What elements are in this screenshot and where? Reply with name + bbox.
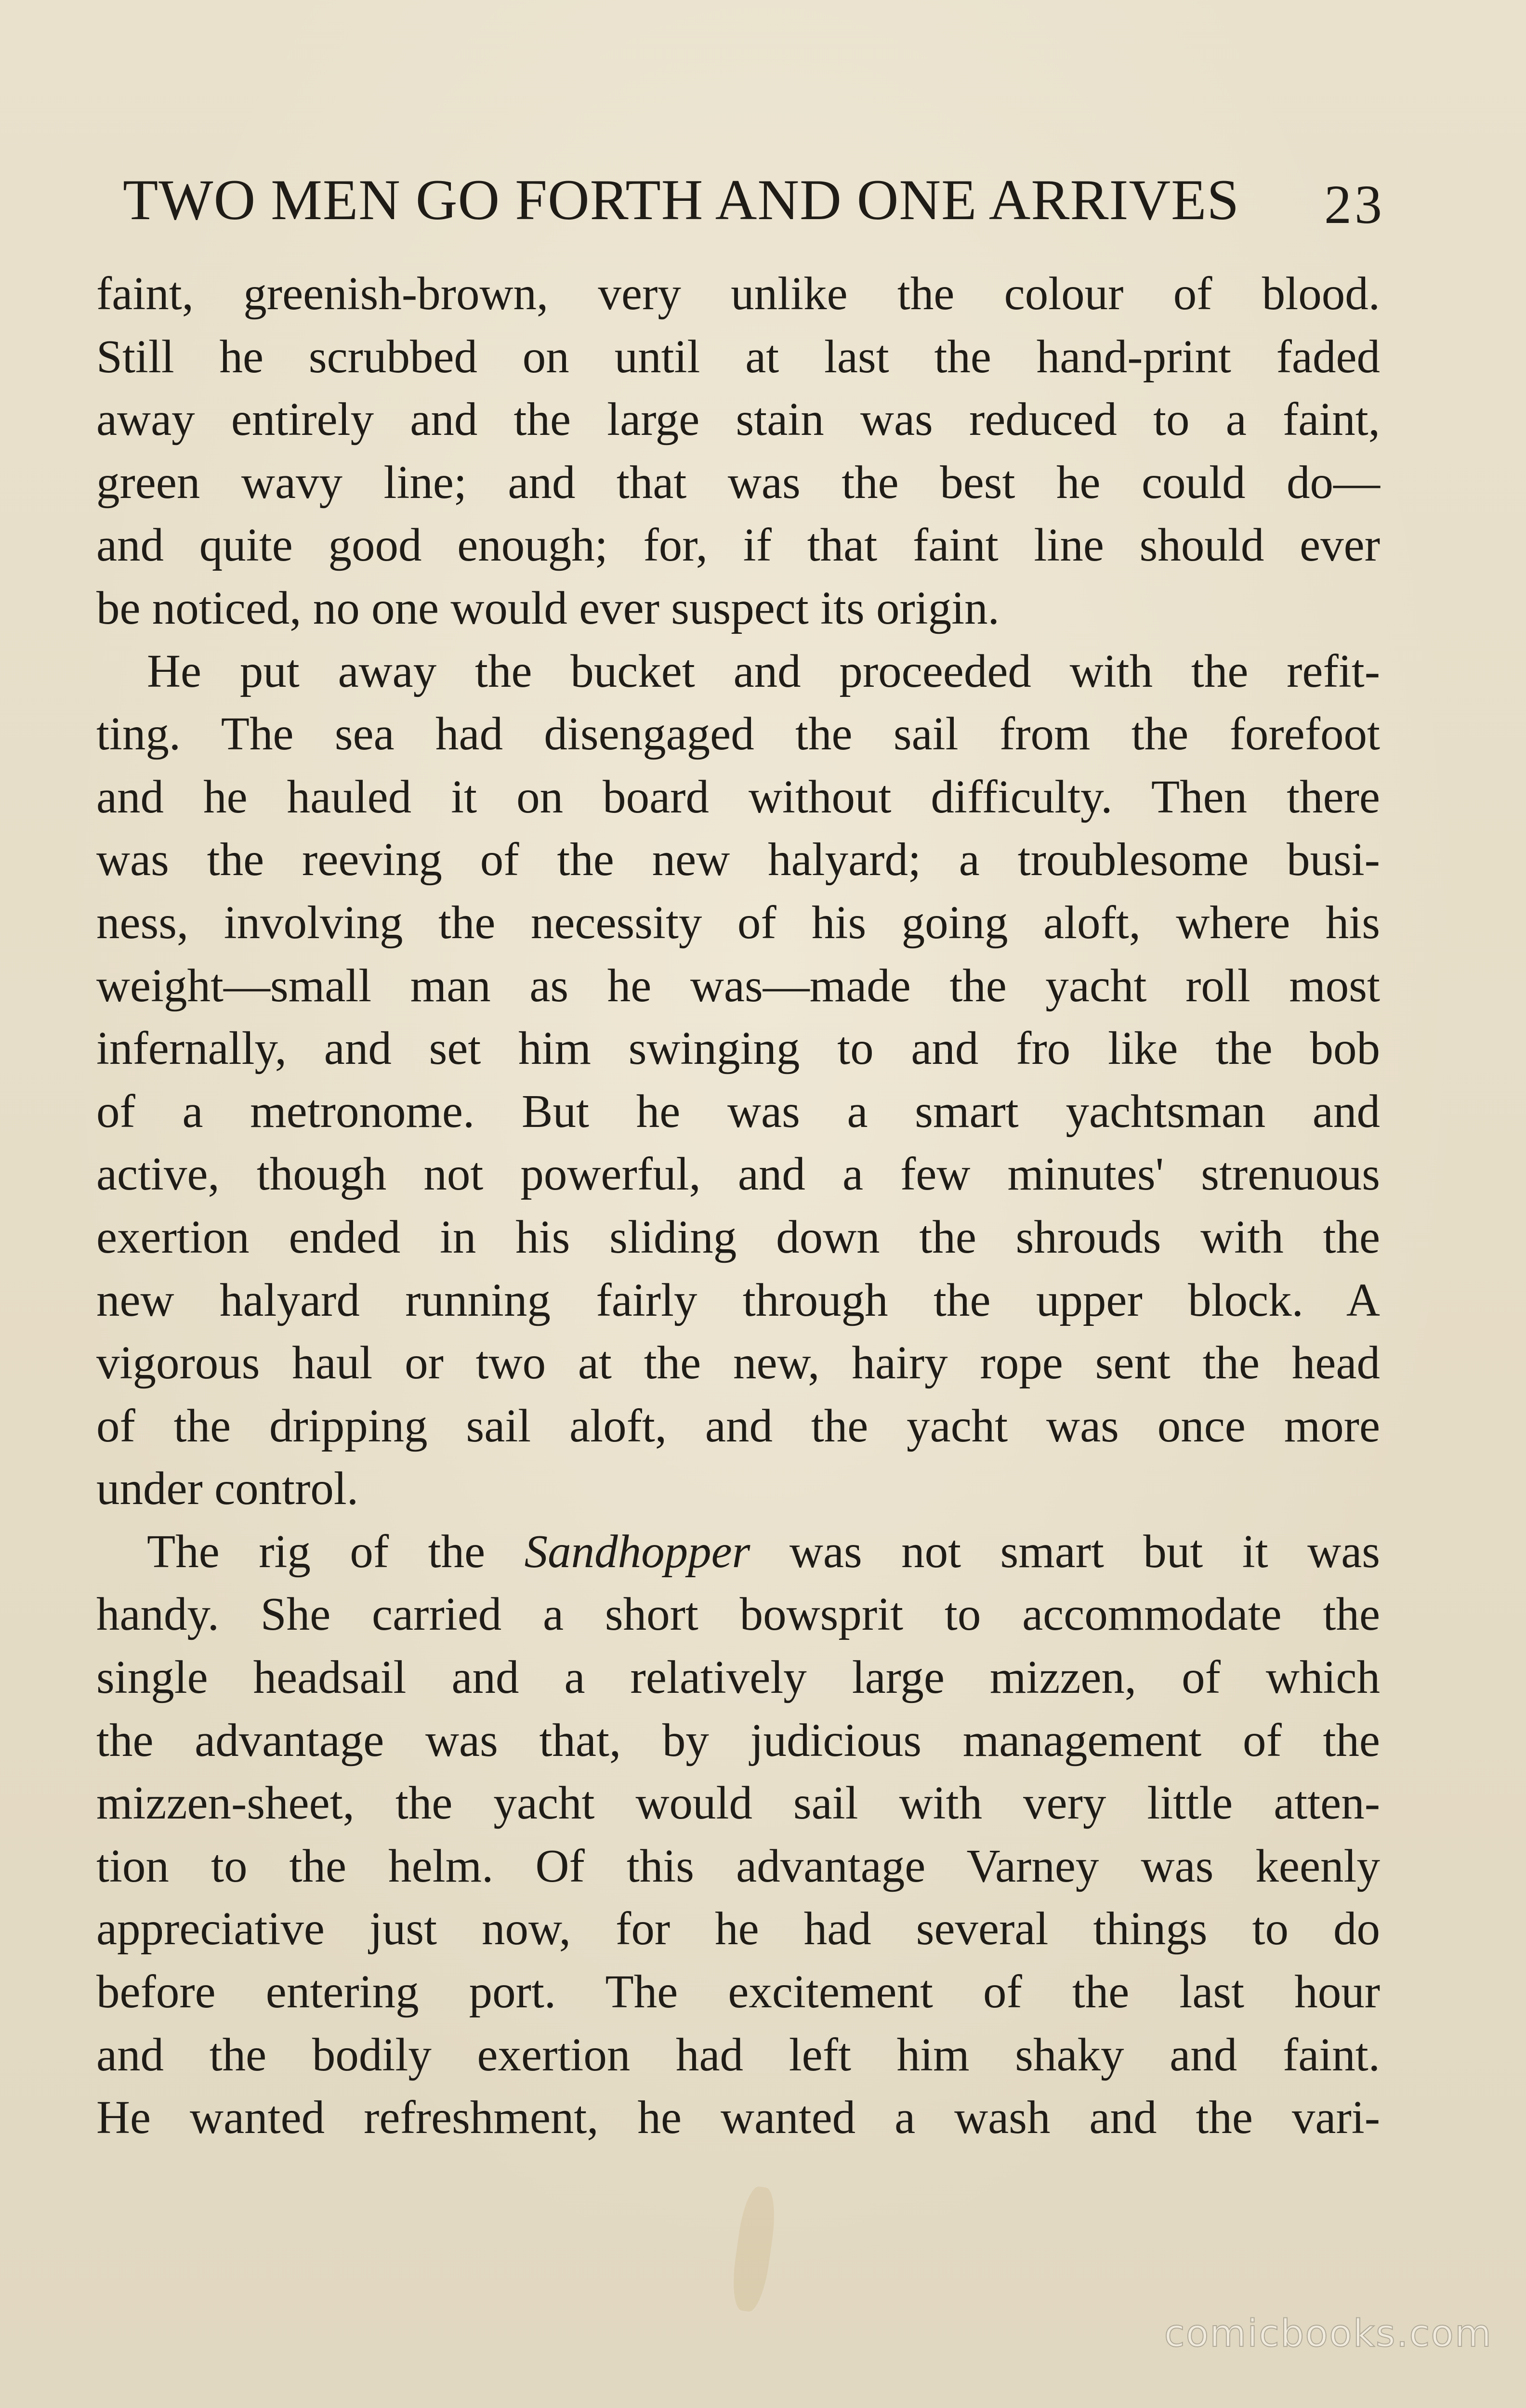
page-number: 23 bbox=[1324, 174, 1385, 235]
text-line: mizzen-sheet, the yacht would sail with very little atten- bbox=[96, 1777, 1380, 1829]
text-span: The rig of the bbox=[147, 1525, 525, 1577]
text-line: away entirely and the large stain was reduced to a faint, bbox=[96, 393, 1380, 445]
body-text bbox=[96, 262, 1380, 2149]
page-header bbox=[123, 164, 1385, 236]
text-line: appreciative just now, for he had several things to do bbox=[96, 1903, 1380, 1955]
text-line: ness, involving the necessity of his going aloft, where his bbox=[96, 896, 1380, 948]
paper-stain bbox=[728, 2185, 779, 2313]
text-line: tion to the helm. Of this advantage Varney was keenly bbox=[96, 1840, 1380, 1892]
text-span: was not smart but it was bbox=[750, 1525, 1380, 1577]
text-line: faint, greenish-brown, very unlike the colour of blood. bbox=[96, 268, 1380, 319]
text-line: vigorous haul or two at the new, hairy rope sent the head bbox=[96, 1337, 1380, 1389]
text-line: and quite good enough; for, if that faint line should ever bbox=[96, 519, 1380, 571]
text-line: handy. She carried a short bowsprit to accommodate the bbox=[96, 1588, 1380, 1640]
paragraph-3 bbox=[96, 1520, 1380, 2149]
text-line: Still he scrubbed on until at last the hand-print faded bbox=[96, 330, 1380, 382]
text-line: under control. bbox=[96, 1463, 359, 1515]
paragraph-1 bbox=[96, 262, 1380, 640]
text-line: infernally, and set him swinging to and fro like the bob bbox=[96, 1022, 1380, 1074]
text-line: new halyard running fairly through the upper block. A bbox=[96, 1274, 1380, 1326]
running-head: TWO MEN GO FORTH AND ONE ARRIVES bbox=[123, 168, 1240, 232]
text-line: active, though not powerful, and a few minutes' strenuous bbox=[96, 1148, 1380, 1200]
text-line: before entering port. The excitement of the last hour bbox=[96, 1966, 1380, 2018]
text-line: and he hauled it on board without difficulty. Then there bbox=[96, 771, 1380, 823]
text-line: single headsail and a relatively large mizzen, of which bbox=[96, 1651, 1380, 1703]
text-line: was the reeving of the new halyard; a troublesome busi- bbox=[96, 834, 1380, 886]
watermark: comicbooks.com bbox=[1164, 2312, 1492, 2356]
paragraph-2 bbox=[96, 640, 1380, 1520]
text-line: He put away the bucket and proceeded with the refit- bbox=[147, 645, 1380, 697]
text-line: of the dripping sail aloft, and the yacht was once more bbox=[96, 1400, 1380, 1452]
text-line bbox=[96, 1520, 1380, 1584]
text-line: weight—small man as he was—made the yacht roll most bbox=[96, 959, 1380, 1011]
text-line: He wanted refreshment, he wanted a wash and the vari- bbox=[96, 2092, 1380, 2144]
text-line: and the bodily exertion had left him shaky and faint. bbox=[96, 2028, 1380, 2081]
text-line: of a metronome. But he was a smart yachtsman and bbox=[96, 1085, 1380, 1137]
text-line: ting. The sea had disengaged the sail from the forefoot bbox=[96, 708, 1380, 760]
text-line: green wavy line; and that was the best he could do— bbox=[96, 456, 1380, 508]
text-line: exertion ended in his sliding down the shrouds with the bbox=[96, 1211, 1380, 1263]
text-line: the advantage was that, by judicious management of the bbox=[96, 1714, 1380, 1766]
text-line: be noticed, no one would ever suspect its origin. bbox=[96, 582, 1000, 634]
yacht-name: Sandhopper bbox=[524, 1525, 750, 1577]
